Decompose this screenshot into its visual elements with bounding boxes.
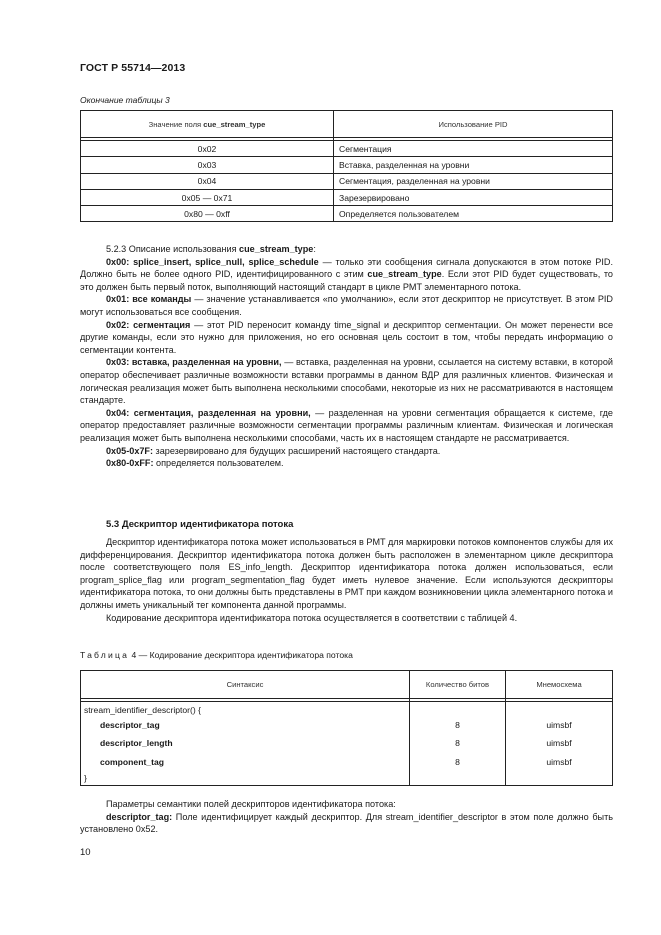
- table-row: [81, 753, 613, 772]
- table-row: [81, 702, 613, 716]
- table3-cell-value: 0x02: [81, 141, 334, 157]
- paragraph-0x01: [80, 293, 613, 318]
- table4-field-name: descriptor_length: [81, 734, 410, 753]
- table4-field-bits: 8: [410, 753, 506, 772]
- section-53-text: [80, 536, 613, 624]
- table3-header-row: [81, 111, 613, 138]
- table-row: [81, 157, 613, 173]
- term-0x04: 0x04: сегментация, разделенная на уровни,: [106, 407, 311, 418]
- table3-cell-usage: Определяется пользователем: [334, 206, 613, 222]
- paragraph-0x00: [80, 256, 613, 294]
- document-id-header: ГОСТ Р 55714—2013: [80, 62, 186, 74]
- table3-header-value-field: cue_stream_type: [203, 119, 266, 129]
- paragraph-0x80: [80, 457, 613, 470]
- section-523-text: [80, 243, 613, 470]
- desc-0x03: — вставка, разделенная на уровни, ссылается на систему вставки, в которой оператор обеспечивает различные возможности вставки программы в данном ВДР для различных клиентов. Физическая и логическая реализация может быть выполнена несколькими способами, некоторые из них не рассматриваются в настоящем стандарте.: [80, 357, 613, 406]
- semantics-text: [80, 798, 613, 836]
- table4-syntax-open: stream_identifier_descriptor() {: [81, 702, 410, 716]
- table4-header-bits: Количество битов: [410, 671, 506, 699]
- desc-0x05-0x7f: зарезервировано для будущих расширений настоящего стандарта.: [153, 445, 441, 456]
- section-53-paragraph-2: Кодирование дескриптора идентификатора потока осуществляется в соответствии с таблицей 4.: [106, 612, 518, 623]
- desc-0x01: — значение устанавливается «по умолчанию», если этот дескриптор не присутствует. В этом PID могут использоваться все сообщения.: [80, 294, 613, 317]
- intro-field: cue_stream_type: [239, 244, 314, 254]
- table-row: [81, 206, 613, 222]
- term-0x80-0xff: 0x80-0xFF:: [106, 458, 154, 469]
- term-cue-stream-type: cue_stream_type: [367, 269, 442, 280]
- table4-field-mnemonic: uimsbf: [506, 734, 613, 753]
- term-0x05-0x7f: 0x05-0x7F:: [106, 445, 154, 456]
- table4-header-row: [81, 671, 613, 699]
- table-row: [81, 189, 613, 205]
- table4-bits-empty: [410, 771, 506, 785]
- table4-bits-empty: [410, 702, 506, 716]
- table4-field-bits: 8: [410, 716, 506, 735]
- table4-caption-title: 4 — Кодирование дескриптора идентификатора потока: [129, 650, 353, 660]
- term-descriptor-tag: descriptor_tag:: [106, 811, 173, 822]
- desc-0x00-part2: . Если этот PID будет существовать, то это должен быть первый поток, выполняющий настоящий стандарт в цикле PMT элементарного потока.: [80, 269, 613, 292]
- table-row: [81, 173, 613, 189]
- table4-field-name: component_tag: [81, 753, 410, 772]
- table-row: [81, 141, 613, 157]
- term-0x00: 0x00: splice_insert, splice_null, splice_schedule: [106, 256, 319, 267]
- table3-header-value: [81, 111, 334, 138]
- table3-cell-usage: Сегментация, разделенная на уровни: [334, 173, 613, 189]
- table3-cell-value: 0x04: [81, 173, 334, 189]
- table4-header-syntax: Синтаксис: [81, 671, 410, 699]
- table4-field-name: descriptor_tag: [81, 716, 410, 735]
- page-number: 10: [80, 847, 91, 858]
- table3-cell-usage: Вставка, разделенная на уровни: [334, 157, 613, 173]
- table3-cell-usage: Зарезервировано: [334, 189, 613, 205]
- desc-0x00-part1: — только эти сообщения сигнала допускаются в этом потоке PID. Должно быть не более одного PID, идентифицированного с этим: [80, 256, 613, 280]
- table4-field-bits: 8: [410, 734, 506, 753]
- table3-cell-usage: Сегментация: [334, 141, 613, 157]
- table4-mnemonic-empty: [506, 771, 613, 785]
- paragraph-0x03: [80, 356, 613, 406]
- semantics-descriptor-tag: [80, 811, 613, 836]
- desc-descriptor-tag: Поле идентифицирует каждый дескриптор. Для stream_identifier_descriptor в этом поле должно быть установлено 0x52.: [80, 811, 613, 835]
- table4-syntax-close: }: [81, 771, 410, 785]
- intro-suffix: :: [313, 244, 316, 254]
- table4-field-mnemonic: uimsbf: [506, 753, 613, 772]
- paragraph-0x05: [80, 445, 613, 458]
- intro-prefix: 5.2.3 Описание использования: [106, 244, 240, 254]
- table-row: [81, 771, 613, 785]
- table3-cell-value: 0x03: [81, 157, 334, 173]
- table4-header-mnemonic: Мнемосхема: [506, 671, 613, 699]
- table3-cell-value: 0x80 — 0xff: [81, 206, 334, 222]
- table3-continuation-caption: Окончание таблицы 3: [80, 95, 170, 105]
- table4-caption: [80, 650, 353, 660]
- table3-cell-value: 0x05 — 0x71: [81, 189, 334, 205]
- term-0x03: 0x03: вставка, разделенная на уровни,: [106, 357, 282, 368]
- table4-field-mnemonic: uimsbf: [506, 716, 613, 735]
- section-53-paragraph-1: Дескриптор идентификатора потока может использоваться в PMT для маркировки потоков компонентов службы для их дифференцирования. Дескриптор идентификатора потока должен быть расположен в элементарном цикле дескриптора после соответствующего поля ES_info_length. Дескриптор идентификатора потока должен использоваться, если program_splice_flag или program_segmentation_flag будет иметь нулевое значение. Если используются дескрипторы идентификатора потока, то они должны быть представлены в PMT при каждом возникновении цикла элементарного потока и должны иметь уникальный тег компонента данной программы.: [80, 537, 613, 610]
- table-row: [81, 734, 613, 753]
- table4-mnemonic-empty: [506, 702, 613, 716]
- paragraph-0x04: [80, 407, 613, 445]
- desc-0x02: — этот PID переносит команду time_signal и дескриптор сегментации. Он может перенести все другие команды, если это нужно для приложения, но его основная цель состоит в том, чтобы передать информацию о сегментации контента.: [80, 319, 614, 355]
- paragraph-0x02: [80, 319, 613, 357]
- table-row: [81, 716, 613, 735]
- semantics-intro: Параметры семантики полей дескрипторов идентификатора потока:: [106, 799, 396, 809]
- desc-0x04: — разделенная на уровни сегментация обращается к системе, где оператор предоставляет различные возможности сегментации программы различным клиентам. Физическая и логическая реализация может быть выполнена несколькими способами, часть их в настоящем стандарте не рассматривается.: [80, 407, 613, 443]
- desc-0x80-0xff: определяется пользователем.: [153, 458, 284, 469]
- table4: [80, 670, 613, 786]
- table3: [80, 110, 613, 222]
- table4-caption-label: Таблица: [80, 650, 130, 660]
- section-53-heading: 5.3 Дескриптор идентификатора потока: [106, 519, 294, 530]
- table3-header-usage: Использование PID: [334, 111, 613, 138]
- table3-header-value-prefix: Значение поля: [148, 119, 204, 129]
- section-523-intro: [80, 243, 613, 256]
- term-0x02: 0x02: сегментация: [106, 319, 191, 330]
- term-0x01: 0x01: все команды: [106, 294, 192, 305]
